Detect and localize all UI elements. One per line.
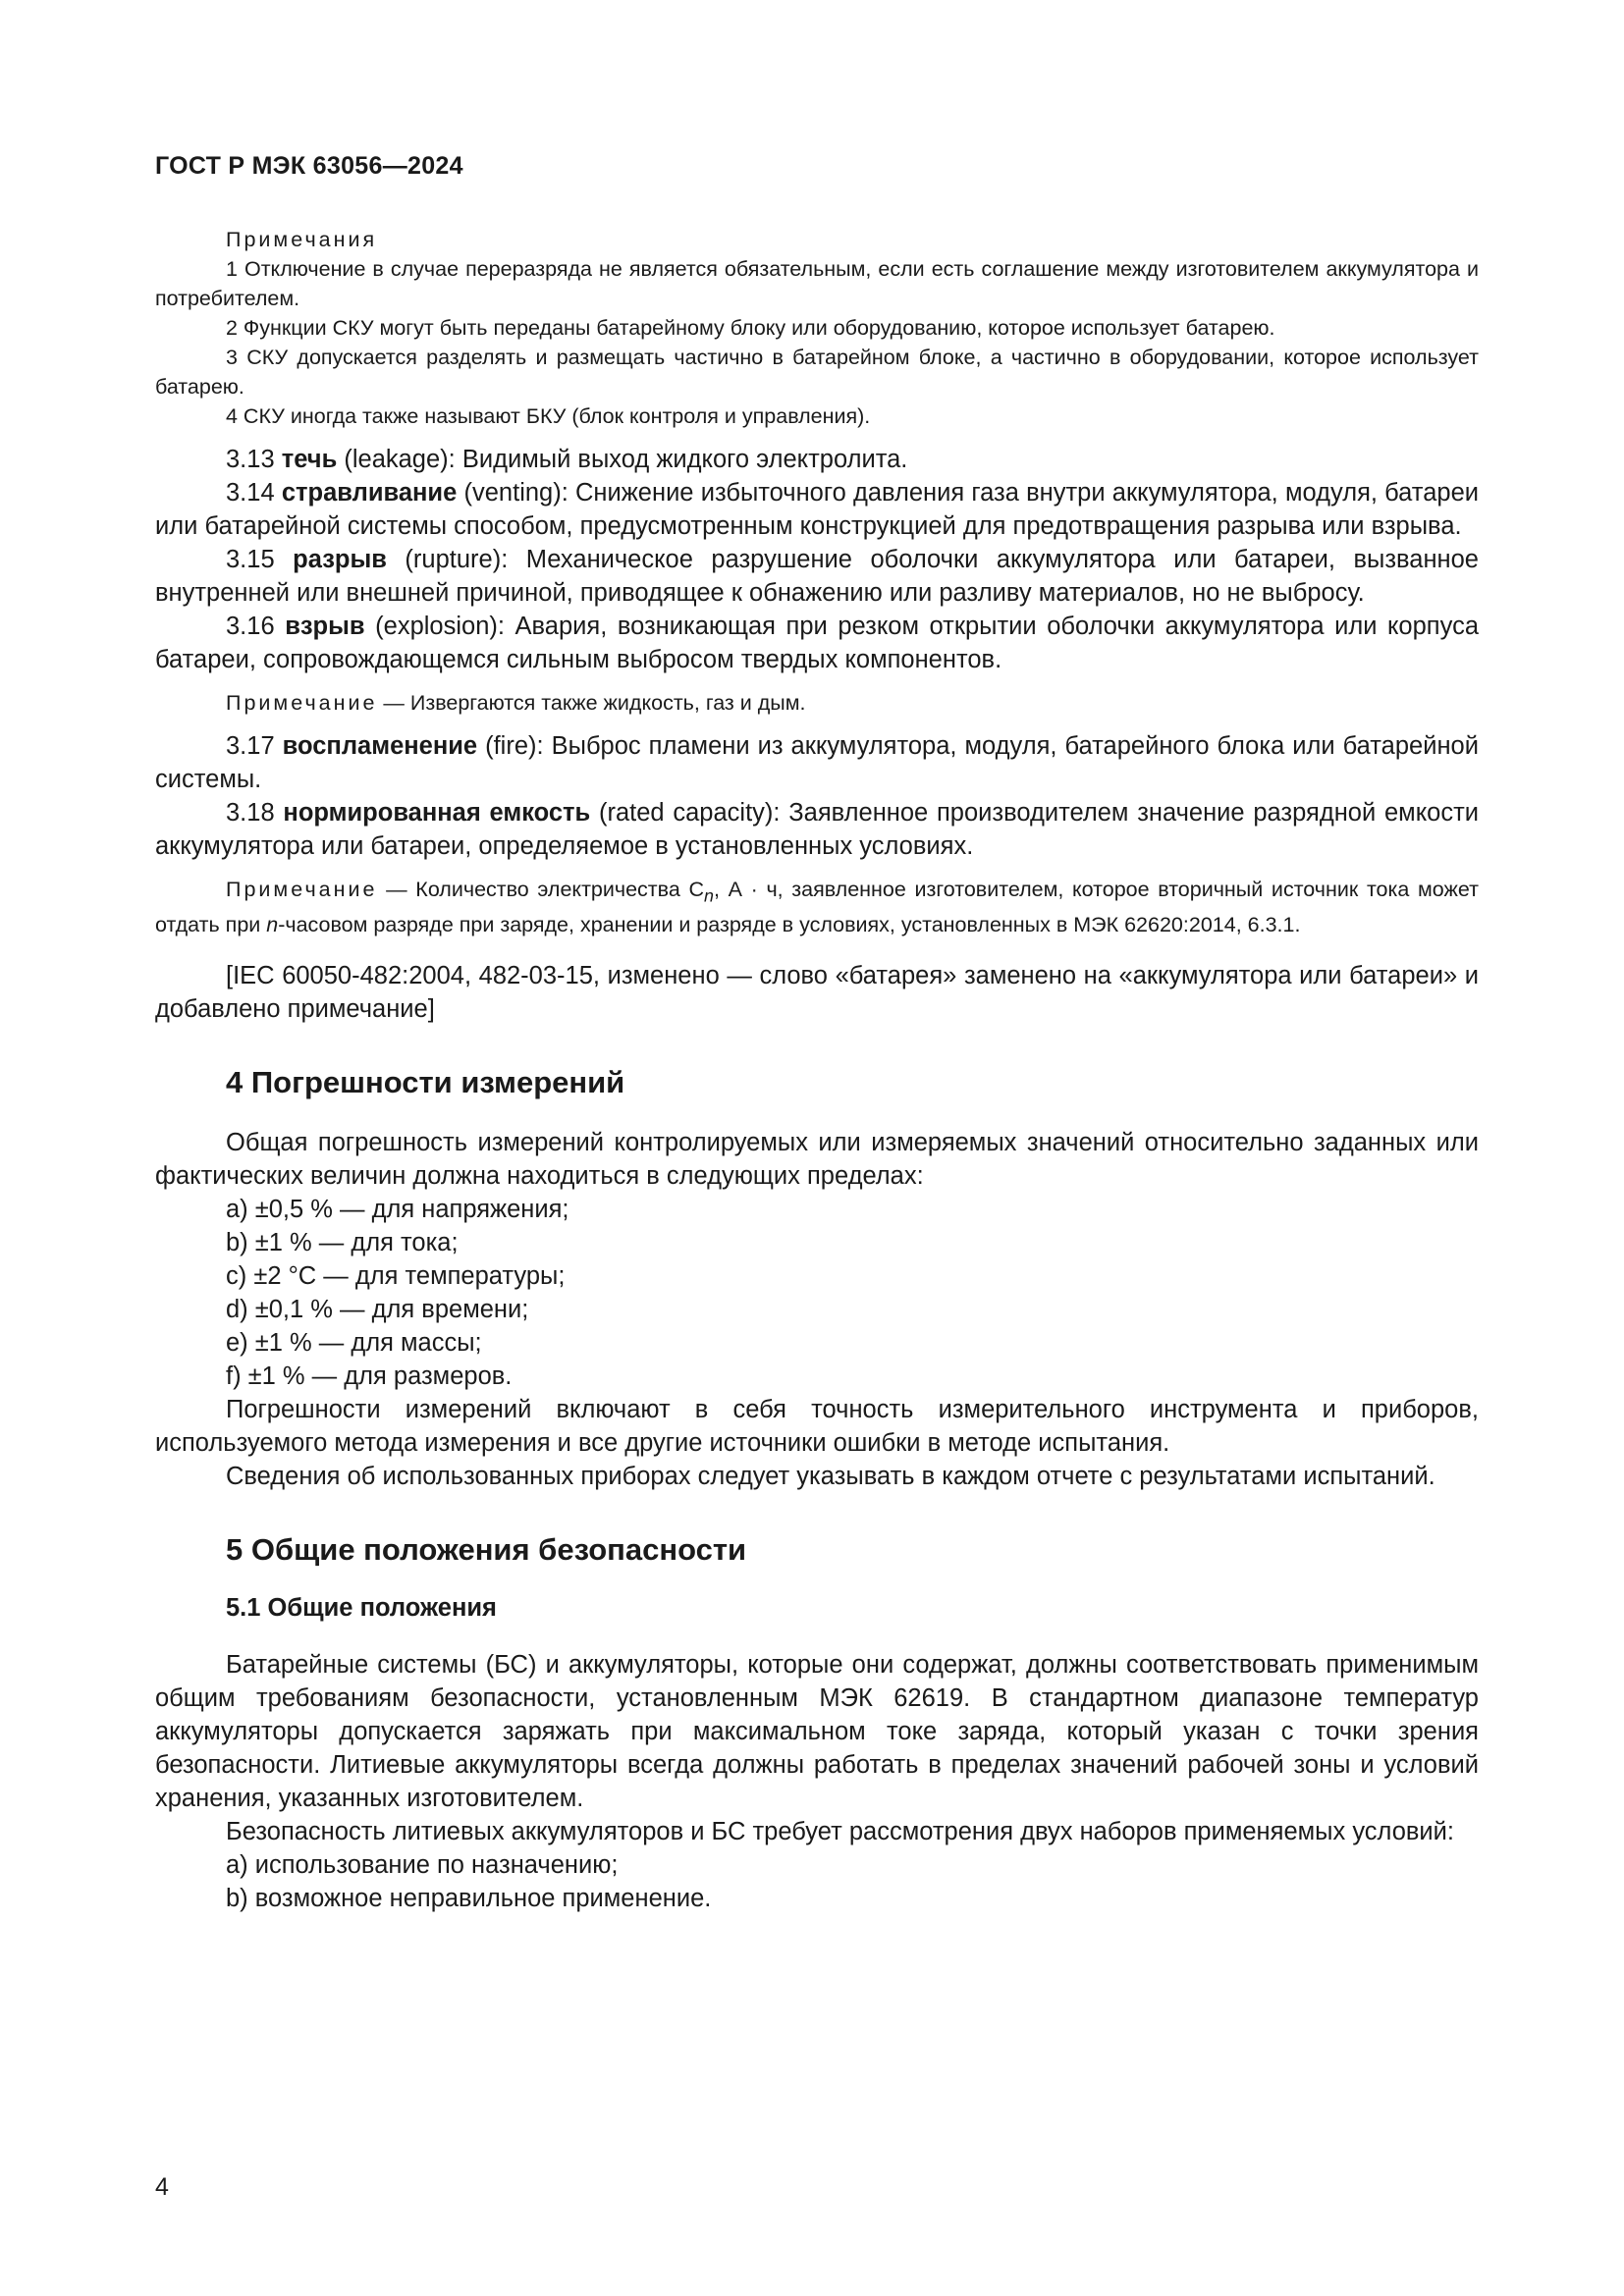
section-5-heading: 5 Общие положения безопасности: [226, 1532, 747, 1568]
note-text-part3: -часовом разряде при заряде, хранении и разряде в условиях, установленных в МЭК 62620:2014, 6.3.1.: [278, 913, 1301, 937]
term-number: 3.13: [226, 446, 275, 473]
note-italic: n: [266, 913, 279, 937]
term-name: течь: [281, 446, 338, 473]
term-definition: (fire): Выброс пламени из аккумулятора, модуля, батарейного блока или батарейной системы.: [155, 732, 1479, 793]
list-item: a) ±0,5 % — для напряжения;: [226, 1196, 569, 1224]
note-2: 2 Функции СКУ могут быть переданы батарейному блоку или оборудованию, которое использует батарею.: [226, 316, 1275, 340]
term-name: нормированная емкость: [283, 799, 591, 827]
term-number: 3.14: [226, 479, 275, 507]
note-label: Примечание: [226, 878, 378, 901]
term-3-17: [155, 729, 1479, 796]
term-source: [IEC 60050-482:2004, 482-03-15, изменено — слово «батарея» заменено на «аккумулятора или батареи» и добавлено примечание]: [155, 962, 1479, 1024]
term-definition: (explosion): Авария, возникающая при резком открытии оболочки аккумулятора или корпуса батареи, сопровождающемся сильным выбросом твердых компонентов.: [155, 613, 1480, 673]
subsection-5-1-heading: 5.1 Общие положения: [226, 1594, 497, 1623]
term-number: 3.17: [226, 732, 275, 760]
term-number: 3.15: [226, 546, 275, 573]
note-text-part1: — Количество электричества C: [377, 878, 704, 901]
list-item: a) использование по назначению;: [226, 1851, 619, 1880]
note-4: 4 СКУ иногда также называют БКУ (блок контроля и управления).: [226, 404, 871, 428]
note-1: 1 Отключение в случае переразряда не является обязательным, если есть соглашение между изготовителем аккумулятора и потребителем.: [155, 257, 1479, 310]
note-text-part2: , А · ч, заявленное изготовителем, которое вторичный источник тока может отдать при: [155, 878, 1479, 937]
section-4-intro: Общая погрешность измерений контролируемых или измеряемых значений относительно заданных или фактических величин должна находиться в следующих пределах:: [155, 1129, 1479, 1191]
document-body: [155, 225, 1479, 1915]
section-4-heading: 4 Погрешности измерений: [226, 1065, 625, 1100]
note-3: 3 СКУ допускается разделять и размещать частично в батарейном блоке, а частично в оборудовании, которое использует батарею.: [155, 346, 1479, 399]
term-name: разрыв: [293, 546, 387, 573]
document-header-code: ГОСТ Р МЭК 63056—2024: [155, 152, 463, 180]
term-name: воспламенение: [282, 732, 478, 760]
list-item: f) ±1 % — для размеров.: [226, 1362, 513, 1391]
term-3-16: [155, 610, 1479, 676]
section-5-paragraph: Безопасность литиевых аккумуляторов и БС требует рассмотрения двух наборов применяемых условий:: [226, 1818, 1455, 1846]
term-definition: (rated capacity): Заявленное производителем значение разрядной емкости аккумулятора или батареи, определяемое в установленных условиях.: [155, 799, 1479, 860]
term-3-18: [155, 796, 1479, 863]
term-3-14: [155, 476, 1479, 543]
term-3-15: [155, 543, 1479, 610]
note-subscript: n: [703, 885, 714, 906]
term-number: 3.16: [226, 613, 275, 640]
term-name: взрыв: [285, 613, 365, 640]
section-5-paragraph: Батарейные системы (БС) и аккумуляторы, которые они содержат, должны соответствовать применимым общим требованиям безопасности, установленным МЭК 62619. В стандартном диапазоне температур аккумуляторы допускается заряжать при максимальном токе заряда, который указан с точки зрения безопасности. Литиевые аккумуляторы всегда должны работать в пределах значений рабочей зоны и условий хранения, указанных изготовителем.: [155, 1651, 1479, 1813]
note-text: — Извергаются также жидкость, газ и дым.: [377, 691, 806, 715]
section-4-paragraph: Сведения об использованных приборах следует указывать в каждом отчете с результатами испытаний.: [226, 1463, 1435, 1491]
term-number: 3.18: [226, 799, 275, 827]
page-number: 4: [155, 2173, 169, 2201]
term-definition: (venting): Снижение избыточного давления газа внутри аккумулятора, модуля, батареи или батарейной системы способом, предусмотренным конструкцией для предотвращения разрыва или взрыва.: [155, 479, 1479, 540]
list-item: b) ±1 % — для тока;: [226, 1229, 459, 1257]
term-name: стравливание: [281, 479, 458, 507]
list-item: d) ±0,1 % — для времени;: [226, 1296, 529, 1324]
term-definition: (leakage): Видимый выход жидкого электролита.: [337, 446, 908, 473]
list-item: b) возможное неправильное применение.: [226, 1885, 712, 1913]
list-item: c) ±2 °C — для температуры;: [226, 1262, 566, 1291]
notes-title: Примечания: [226, 228, 378, 251]
note-label: Примечание: [226, 691, 378, 715]
list-item: e) ±1 % — для массы;: [226, 1329, 482, 1358]
term-3-13: [155, 443, 1479, 476]
note-3-18: [155, 875, 1479, 939]
term-definition: (rupture): Механическое разрушение оболочки аккумулятора или батареи, вызванное внутренней или внешней причиной, приводящее к обнажению или разливу материалов, но не выбросу.: [155, 546, 1479, 607]
section-4-paragraph: Погрешности измерений включают в себя точность измерительного инструмента и приборов, используемого метода измерения и все другие источники ошибки в методе испытания.: [155, 1396, 1479, 1458]
note-3-16: [155, 688, 1479, 718]
